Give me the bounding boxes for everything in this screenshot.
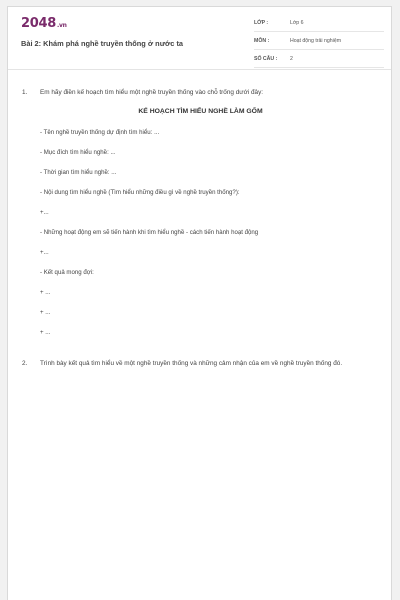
logo-main: 2048 [21,16,56,31]
question-number: 2. [22,360,28,367]
plan-line: - Kết quả mong đợi: [40,269,94,276]
worksheet-header [8,7,391,70]
meta-label-subject: MÔN : [254,38,270,44]
plan-line: + ... [40,309,51,316]
meta-row-subject [254,35,384,50]
meta-info [254,17,384,71]
plan-line: - Thời gian tìm hiểu nghề: ... [40,169,117,176]
worksheet-page [7,6,392,600]
plan-title: KẾ HOẠCH TÌM HIỂU NGHỀ LÀM GỐM [138,108,263,115]
question-text: Em hãy điền kế hoạch tìm hiểu một nghề truyền thống vào chỗ trống dưới đây: [40,89,264,96]
plan-line: +... [40,209,49,216]
question-number: 1. [22,89,28,96]
plan-line: - Mục đích tìm hiểu nghề: ... [40,149,116,156]
plan-line: - Tên nghề truyền thống dự định tìm hiểu: ... [40,129,160,136]
meta-value-subject: Hoạt động trải nghiệm [290,38,342,44]
plan-line: +... [40,249,49,256]
logo-suffix: .vn [56,22,67,29]
plan-line: - Những hoạt động em sẽ tiến hành khi tìm hiểu nghề - cách tiến hành hoạt động [40,229,259,236]
meta-value-class: Lớp 6 [290,20,304,26]
plan-line: + ... [40,329,51,336]
meta-row-question-count [254,53,384,68]
site-logo[interactable] [21,16,67,31]
question-text: Trình bày kết quả tìm hiểu về một nghề truyền thống và những cảm nhận của em về nghề truyền thống đó. [40,360,343,367]
meta-row-class [254,17,384,32]
lesson-title: Bài 2: Khám phá nghề truyền thống ở nước ta [21,39,184,48]
plan-line: + ... [40,289,51,296]
meta-value-question-count: 2 [290,56,293,62]
meta-label-class: LỚP : [254,20,269,26]
plan-line: - Nội dung tìm hiểu nghề (Tìm hiểu những điều gì về nghề truyền thống?): [40,189,240,196]
meta-label-question-count: SỐ CÂU : [254,56,278,62]
